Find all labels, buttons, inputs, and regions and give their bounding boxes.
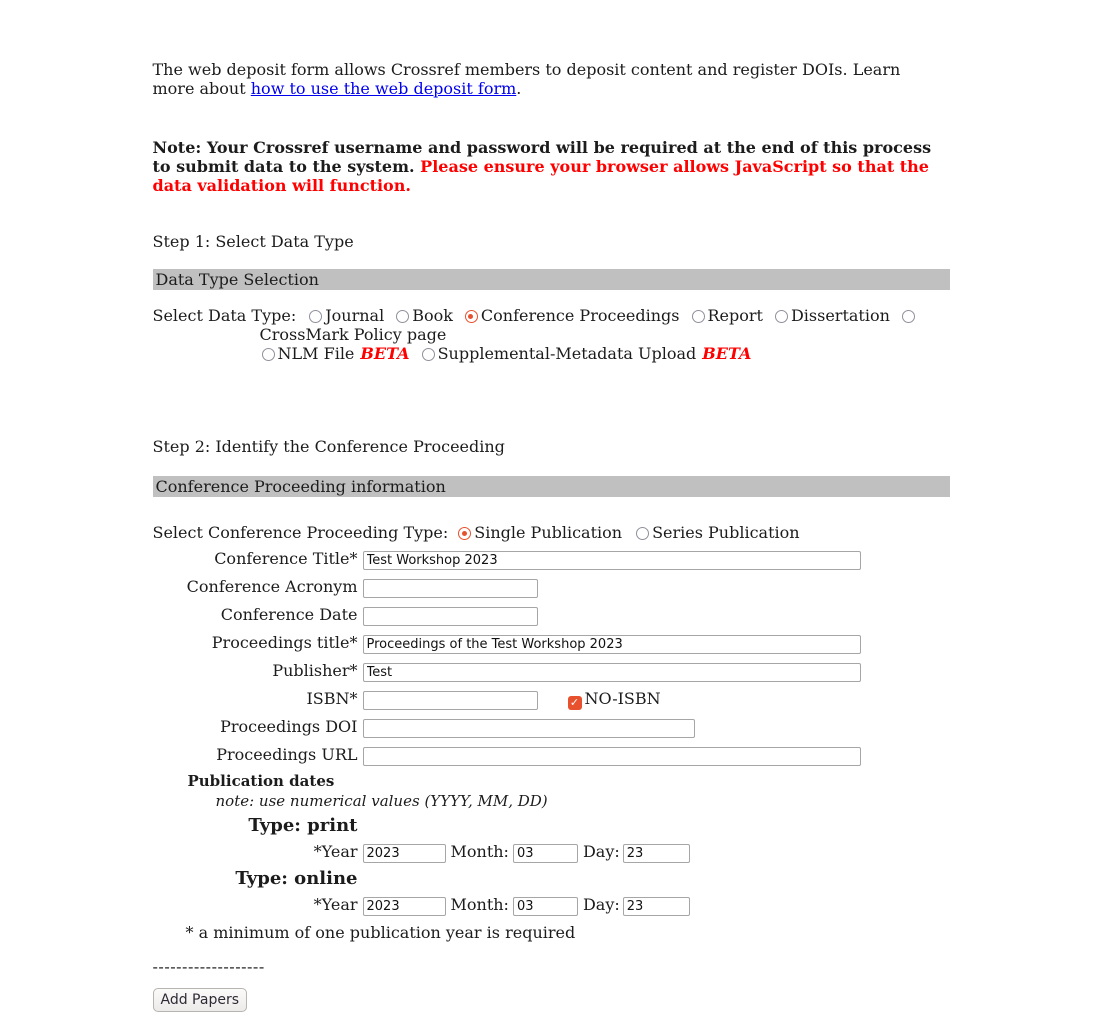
- radio-supplemental-metadata[interactable]: [422, 344, 752, 363]
- intro-paragraph: [153, 60, 933, 98]
- proceedings-url-row: [153, 745, 950, 766]
- print-year-label: *Year: [313, 842, 358, 861]
- radio-circle-icon: [902, 310, 915, 323]
- radio-report[interactable]: [692, 306, 763, 325]
- publication-dates-note: note: use numerical values (YYYY, MM, DD): [215, 792, 548, 810]
- radio-circle-icon: [775, 310, 788, 323]
- data-type-options: [153, 306, 950, 363]
- radio-dissertation-label: Dissertation: [790, 306, 890, 325]
- step2-heading: Step 2: Identify the Conference Proceeding: [152, 437, 505, 456]
- radio-circle-icon: [692, 310, 705, 323]
- publisher-label: Publisher*: [272, 661, 358, 680]
- radio-circle-icon: [396, 310, 409, 323]
- online-day-label: Day:: [582, 895, 620, 914]
- radio-journal[interactable]: [309, 306, 384, 325]
- select-data-type-label: Select Data Type:: [152, 306, 297, 325]
- radio-nlm-file-label: NLM File: [277, 344, 355, 363]
- proceeding-type-row: [153, 523, 950, 542]
- radio-conference-proceedings-label: Conference Proceedings: [480, 306, 680, 325]
- radio-circle-icon: [636, 527, 649, 540]
- proceedings-title-input[interactable]: [363, 635, 861, 654]
- print-month-label: Month:: [450, 842, 509, 861]
- proceeding-type-label: Select Conference Proceeding Type:: [152, 523, 449, 542]
- javascript-warning-text: Please ensure your browser allows JavaScript so that the data validation will function.: [152, 157, 929, 195]
- type-print-heading: Type: print: [248, 815, 358, 836]
- online-year-label: *Year: [313, 895, 358, 914]
- isbn-input[interactable]: [363, 691, 538, 710]
- no-isbn-label: NO-ISBN: [584, 689, 661, 708]
- radio-supplemental-label: Supplemental-Metadata Upload: [437, 344, 697, 363]
- publication-year-footnote: * a minimum of one publication year is required: [185, 923, 576, 942]
- publisher-input[interactable]: [363, 663, 861, 682]
- proceedings-doi-input[interactable]: [363, 719, 695, 738]
- publisher-row: [153, 661, 950, 682]
- conference-title-row: [153, 549, 950, 570]
- conference-acronym-row: [153, 577, 950, 598]
- note-paragraph: [153, 138, 950, 195]
- data-type-options-line2: [260, 325, 950, 344]
- no-isbn-checkbox[interactable]: [568, 696, 582, 710]
- section-bar-data-type: Data Type Selection: [153, 269, 950, 290]
- step1-heading: Step 1: Select Data Type: [152, 232, 354, 251]
- radio-circle-icon: [309, 310, 322, 323]
- radio-conference-proceedings[interactable]: [465, 306, 680, 325]
- proceedings-url-input[interactable]: [363, 747, 861, 766]
- note-text: Note: Your Crossref username and password will be required at the end of this process to submit data to the system.: [152, 138, 932, 176]
- radio-circle-icon: [458, 527, 471, 540]
- dashed-separator: -------------------: [152, 957, 265, 976]
- isbn-label: ISBN*: [306, 689, 358, 708]
- publication-dates-section: [153, 773, 950, 942]
- nlm-beta-badge: BETA: [360, 344, 410, 363]
- online-day-input[interactable]: [623, 897, 690, 916]
- conference-date-label: Conference Date: [220, 605, 358, 624]
- conference-acronym-label: Conference Acronym: [186, 577, 358, 596]
- radio-dissertation[interactable]: [775, 306, 890, 325]
- radio-nlm-file[interactable]: [262, 344, 410, 363]
- how-to-use-link[interactable]: how to use the web deposit form: [250, 79, 517, 98]
- radio-single-publication[interactable]: [458, 523, 622, 542]
- data-type-options-line1: [153, 306, 950, 325]
- checkmark-icon: ✓: [569, 696, 580, 709]
- intro-text: The web deposit form allows Crossref members to deposit content and register DOIs. Learn more about: [152, 60, 901, 98]
- radio-single-publication-label: Single Publication: [474, 523, 623, 542]
- print-day-input[interactable]: [623, 844, 690, 863]
- print-month-input[interactable]: [513, 844, 578, 863]
- online-date-row: [153, 895, 950, 916]
- type-online-heading: Type: online: [235, 868, 358, 889]
- section-bar-conference-info: Conference Proceeding information: [153, 476, 950, 497]
- proceedings-doi-row: [153, 717, 950, 738]
- print-day-label: Day:: [582, 842, 620, 861]
- radio-book-label: Book: [412, 306, 453, 325]
- conference-title-label: Conference Title*: [214, 549, 358, 568]
- online-month-label: Month:: [450, 895, 509, 914]
- web-deposit-form-page: [153, 0, 950, 1012]
- radio-series-publication[interactable]: [636, 523, 800, 542]
- print-year-input[interactable]: [363, 844, 446, 863]
- conference-acronym-input[interactable]: [363, 579, 538, 598]
- radio-book[interactable]: [396, 306, 453, 325]
- radio-report-label: Report: [707, 306, 763, 325]
- intro-text-period: .: [516, 79, 522, 98]
- data-type-options-line3: [262, 344, 950, 363]
- proceedings-title-row: [153, 633, 950, 654]
- print-date-row: [153, 842, 950, 863]
- radio-circle-icon: [422, 348, 435, 361]
- radio-series-publication-label: Series Publication: [652, 523, 800, 542]
- online-month-input[interactable]: [513, 897, 578, 916]
- online-year-input[interactable]: [363, 897, 446, 916]
- conference-form: [153, 549, 950, 766]
- conference-date-input[interactable]: [363, 607, 538, 626]
- radio-crossmark[interactable]: [902, 306, 918, 325]
- conference-date-row: [153, 605, 950, 626]
- isbn-row: [153, 689, 950, 710]
- radio-circle-icon: [465, 310, 478, 323]
- supplemental-beta-badge: BETA: [702, 344, 752, 363]
- proceedings-doi-label: Proceedings DOI: [220, 717, 358, 736]
- add-papers-button[interactable]: Add Papers: [153, 988, 248, 1012]
- radio-crossmark-label[interactable]: CrossMark Policy page: [259, 325, 447, 344]
- publication-dates-heading: Publication dates: [187, 772, 335, 790]
- conference-title-input[interactable]: [363, 551, 861, 570]
- radio-journal-label: Journal: [325, 306, 385, 325]
- radio-circle-icon: [262, 348, 275, 361]
- proceedings-title-label: Proceedings title*: [211, 633, 358, 652]
- proceedings-url-label: Proceedings URL: [216, 745, 358, 764]
